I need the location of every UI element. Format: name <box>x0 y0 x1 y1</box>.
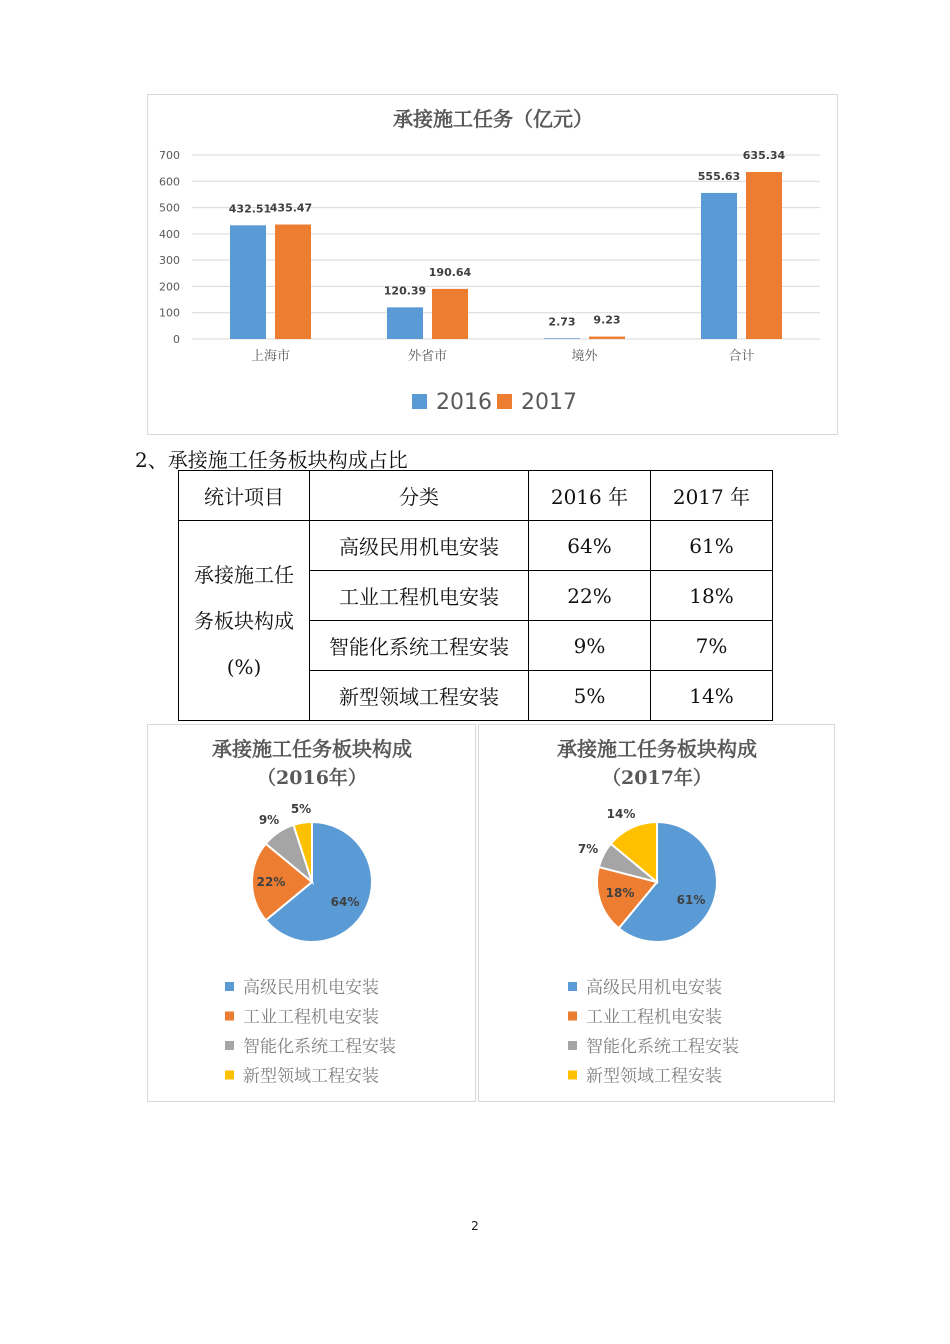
pie-chart-panel-2017 <box>478 724 835 1102</box>
legend-label: 2016 <box>436 390 492 415</box>
bar-chart <box>148 95 839 436</box>
y-tick-label: 100 <box>159 306 180 320</box>
pie-value-label: 7% <box>577 842 599 856</box>
pie-value-label: 64% <box>330 895 360 909</box>
legend-swatch <box>568 1012 577 1021</box>
table-cell-2017: 61% <box>651 521 773 571</box>
table-cell-category: 工业工程机电安装 <box>310 571 529 621</box>
pie-value-label: 9% <box>258 813 280 827</box>
table-header-cell: 2017 年 <box>651 471 773 521</box>
table-cell-2016: 9% <box>529 621 651 671</box>
legend-swatch <box>225 1041 234 1050</box>
legend-label: 新型领域工程安装 <box>586 1066 722 1087</box>
table-cell-category: 高级民用机电安装 <box>310 521 529 571</box>
legend-swatch <box>497 394 512 409</box>
x-tick-label: 合计 <box>728 349 755 364</box>
pie-value-label: 5% <box>290 802 312 816</box>
data-label: 555.63 <box>697 169 741 183</box>
bar-2016-1 <box>387 307 423 339</box>
data-label: 635.34 <box>742 148 786 162</box>
chart-subtitle: （2017年） <box>602 767 712 789</box>
y-tick-label: 700 <box>159 149 180 162</box>
legend-label: 智能化系统工程安装 <box>586 1037 739 1057</box>
legend-swatch <box>568 1071 577 1080</box>
bar-2016-0 <box>230 225 266 339</box>
y-tick-label: 400 <box>159 227 180 241</box>
chart-title: 承接施工任务板块构成 <box>212 737 412 761</box>
bar-2016-3 <box>701 193 737 339</box>
table-cell-2016: 5% <box>529 671 651 721</box>
legend-swatch <box>568 982 577 991</box>
data-label: 9.23 <box>593 313 621 327</box>
y-tick-label: 500 <box>159 201 180 215</box>
pie-chart-panel-2016 <box>147 724 476 1102</box>
legend-swatch <box>225 1012 234 1021</box>
y-tick-label: 200 <box>159 280 180 294</box>
y-tick-label: 0 <box>173 333 180 346</box>
legend-label: 新型领域工程安装 <box>243 1066 379 1087</box>
table-row <box>179 521 773 571</box>
group-label-line: (%) <box>226 654 262 679</box>
pie-value-label: 22% <box>256 875 286 889</box>
table-cell-2017: 7% <box>651 621 773 671</box>
bar-chart-panel <box>147 94 838 435</box>
bar-2017-0 <box>275 225 311 339</box>
legend-swatch <box>225 1071 234 1080</box>
y-tick-label: 300 <box>159 254 180 268</box>
chart-title: 承接施工任务板块构成 <box>557 737 757 761</box>
pie-value-label: 14% <box>606 807 636 821</box>
table-header-row <box>179 471 773 521</box>
bar-2017-3 <box>746 172 782 339</box>
page-number: 2 <box>471 1219 479 1233</box>
pie-chart-2017 <box>479 725 836 1103</box>
pie-value-label: 61% <box>676 893 706 907</box>
table-cell-category: 新型领域工程安装 <box>310 671 529 721</box>
table-group-label <box>179 521 310 721</box>
legend-label: 工业工程机电安装 <box>586 1007 722 1028</box>
chart-subtitle: （2016年） <box>257 767 367 789</box>
legend-swatch <box>412 394 427 409</box>
table-header-cell: 分类 <box>310 471 529 521</box>
legend-label: 2017 <box>521 390 577 415</box>
table-cell-2017: 14% <box>651 671 773 721</box>
pie-chart-2016 <box>148 725 477 1103</box>
data-label: 435.47 <box>269 201 313 215</box>
bar-2017-1 <box>432 289 468 339</box>
x-tick-label: 境外 <box>571 349 598 364</box>
legend-swatch <box>568 1041 577 1050</box>
composition-table <box>178 470 773 721</box>
bar-2017-2 <box>589 337 625 339</box>
table-cell-2016: 22% <box>529 571 651 621</box>
x-tick-label: 外省市 <box>407 349 448 364</box>
table-header-cell: 2016 年 <box>529 471 651 521</box>
data-label: 432.51 <box>228 202 272 216</box>
pie-value-label: 18% <box>605 886 635 900</box>
group-label-line: 承接施工任 <box>194 562 294 587</box>
y-tick-label: 600 <box>159 175 180 189</box>
table-cell-2017: 18% <box>651 571 773 621</box>
section-heading: 2、承接施工任务板块构成占比 <box>135 448 408 472</box>
legend-swatch <box>225 982 234 991</box>
legend-label: 高级民用机电安装 <box>243 978 379 998</box>
group-label-line: 务板块构成 <box>194 608 294 633</box>
bar-2016-2 <box>544 338 580 339</box>
data-label: 120.39 <box>383 284 427 298</box>
legend-label: 工业工程机电安装 <box>243 1007 379 1028</box>
legend-label: 智能化系统工程安装 <box>243 1037 396 1057</box>
x-tick-label: 上海市 <box>250 349 291 364</box>
table-cell-2016: 64% <box>529 521 651 571</box>
chart-title: 承接施工任务（亿元） <box>393 107 593 131</box>
legend-label: 高级民用机电安装 <box>586 978 722 998</box>
table-header-cell: 统计项目 <box>179 471 310 521</box>
data-label: 2.73 <box>548 315 576 329</box>
data-label: 190.64 <box>428 265 472 279</box>
table-cell-category: 智能化系统工程安装 <box>310 621 529 671</box>
